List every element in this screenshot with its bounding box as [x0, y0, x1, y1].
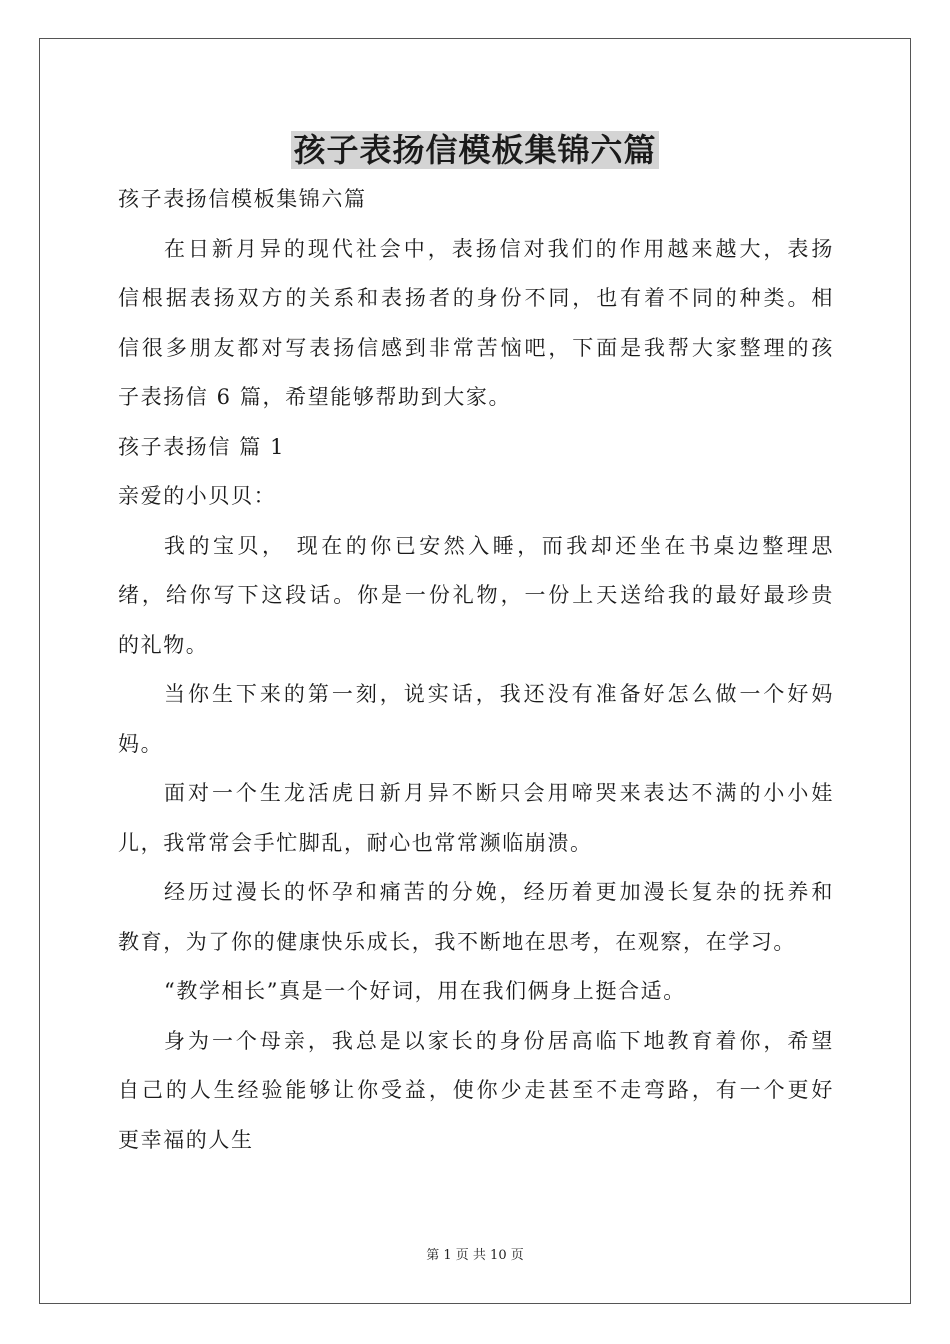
body-line: 信根据表扬双方的关系和表扬者的身份不同，也有着不同的种类。相 [118, 286, 834, 310]
body-line: 当你生下来的第一刻，说实话，我还没有准备好怎么做一个好妈 [164, 682, 834, 706]
body-line: 信很多朋友都对写表扬信感到非常苦恼吧，下面是我帮大家整理的孩 [118, 335, 834, 360]
page-footer: 第 1 页 共 10 页 [426, 1248, 524, 1263]
body-line: 妈。 [118, 731, 164, 756]
body-line: “教学相长”真是一个好词，用在我们俩身上挺合适。 [164, 979, 686, 1003]
salutation-line: 亲爱的小贝贝： [118, 484, 277, 508]
body-line: 绪，给你写下这段话。你是一份礼物，一份上天送给我的最好最珍贵 [118, 583, 834, 607]
document-body [118, 175, 834, 1165]
subtitle-line: 孩子表扬信模板集锦六篇 [118, 187, 367, 211]
body-line: 身为一个母亲，我总是以家长的身份居高临下地教育着你，希望 [164, 1028, 834, 1053]
body-line: 我的宝贝， 现在的你已安然入睡，而我却还坐在书桌边整理思 [164, 533, 834, 558]
section-heading: 孩子表扬信 篇 1 [118, 434, 286, 459]
body-line: 更幸福的人生 [118, 1127, 254, 1152]
body-line: 自己的人生经验能够让你受益，使你少走甚至不走弯路，有一个更好 [118, 1078, 834, 1102]
body-line: 面对一个生龙活虎日新月异不断只会用啼哭来表达不满的小小娃 [164, 781, 834, 805]
body-line: 在日新月异的现代社会中，表扬信对我们的作用越来越大，表扬 [164, 236, 834, 261]
body-line: 子表扬信 6 篇，希望能够帮助到大家。 [118, 385, 512, 409]
document-title [0, 126, 950, 174]
document-title-text: 孩子表扬信模板集锦六篇 [293, 131, 657, 169]
body-line: 经历过漫长的怀孕和痛苦的分娩，经历着更加漫长复杂的抚养和 [164, 880, 834, 904]
body-line: 儿，我常常会手忙脚乱，耐心也常常濒临崩溃。 [118, 830, 593, 855]
body-line: 的礼物。 [118, 632, 209, 657]
body-line: 教育，为了你的健康快乐成长，我不断地在思考，在观察，在学习。 [118, 929, 796, 954]
